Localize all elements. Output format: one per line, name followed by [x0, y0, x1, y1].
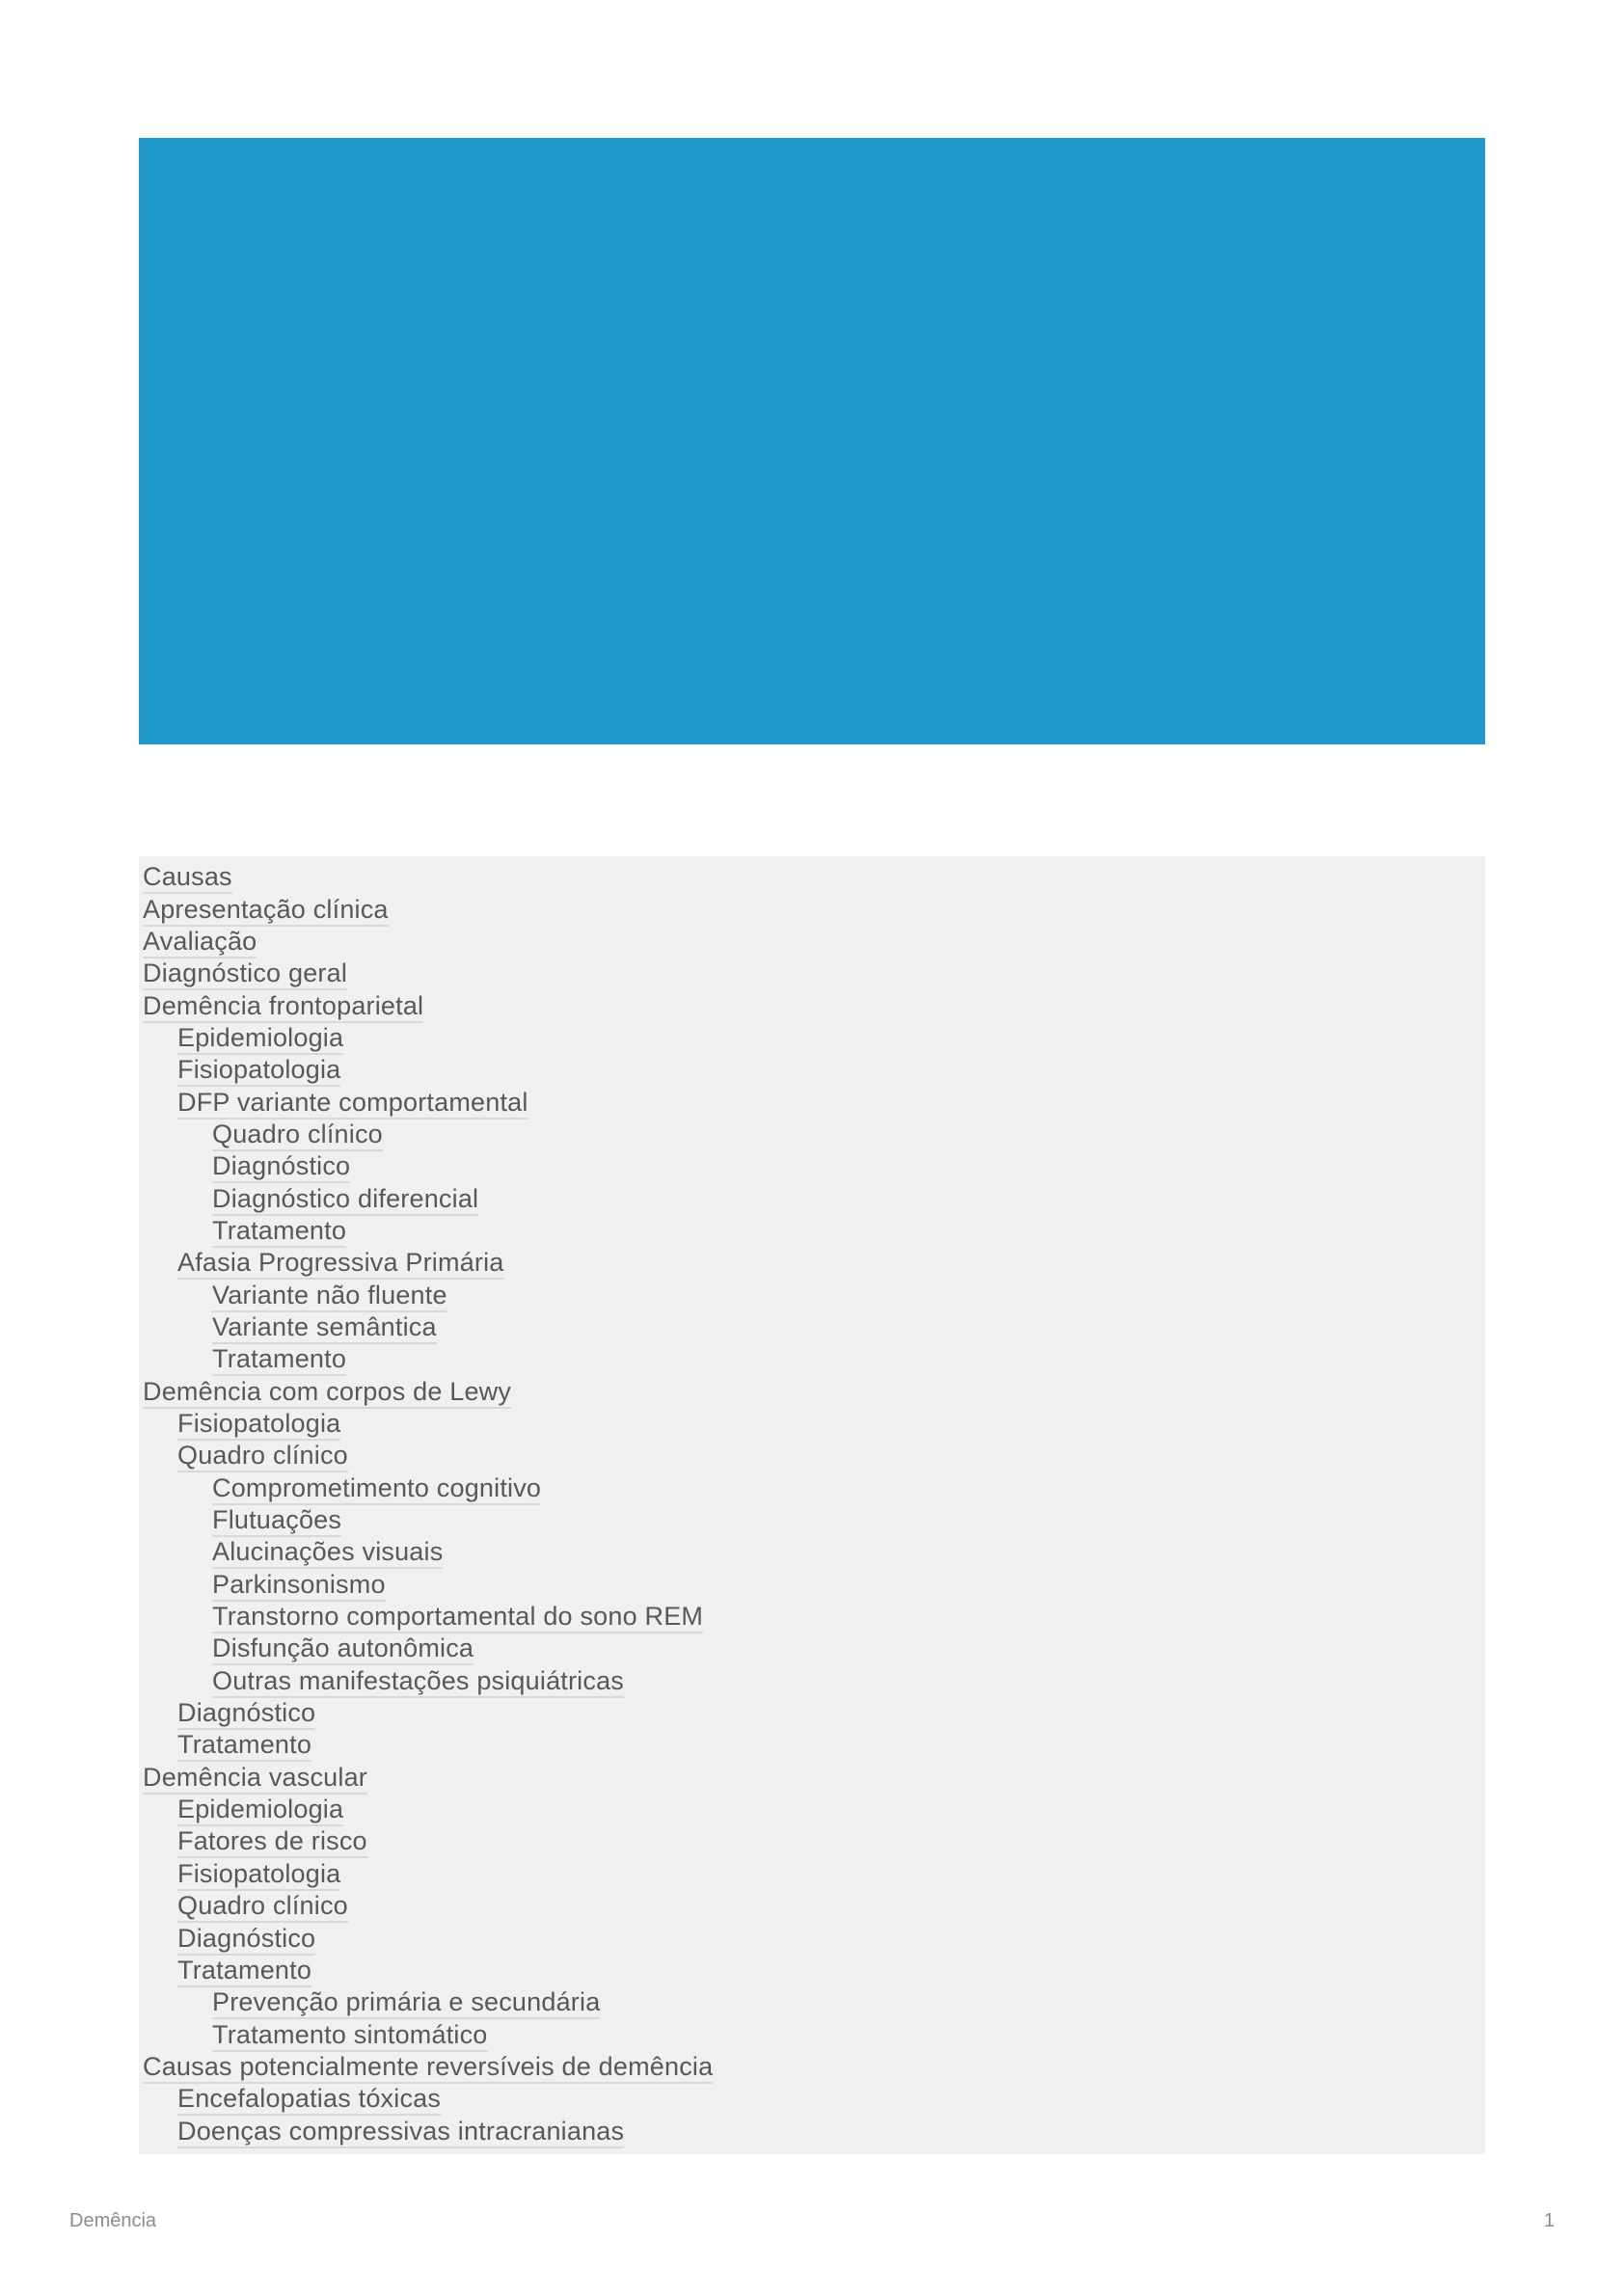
- toc-row: [143, 1152, 1470, 1184]
- toc-row: [143, 1764, 1470, 1796]
- toc-link[interactable]: Variante semântica: [212, 1314, 437, 1344]
- toc-row: [143, 2053, 1470, 2085]
- table-of-contents: [139, 856, 1485, 2154]
- toc-row: [143, 1281, 1470, 1312]
- toc-row: [143, 1442, 1470, 1473]
- toc-link[interactable]: Parkinsonismo: [212, 1572, 386, 1602]
- toc-link[interactable]: Diagnóstico: [177, 1700, 315, 1730]
- toc-link[interactable]: Tratamento: [177, 1732, 311, 1762]
- toc-row: [143, 2020, 1470, 2052]
- toc-row: [143, 1827, 1470, 1859]
- toc-row: [143, 1378, 1470, 1410]
- toc-row: [143, 1957, 1470, 1988]
- toc-row: [143, 1699, 1470, 1731]
- toc-link[interactable]: Alucinações visuais: [212, 1539, 443, 1569]
- toc-row: [143, 1731, 1470, 1763]
- toc-link[interactable]: Fisiopatologia: [177, 1861, 340, 1891]
- toc-row: [143, 1571, 1470, 1603]
- toc-row: [143, 1313, 1470, 1345]
- toc-link[interactable]: Doenças compressivas intracranianas: [177, 2119, 624, 2148]
- toc-link[interactable]: Prevenção primária e secundária: [212, 1989, 600, 2019]
- toc-link[interactable]: Variante não fluente: [212, 1282, 447, 1312]
- toc-row: [143, 928, 1470, 959]
- toc-link[interactable]: Epidemiologia: [177, 1025, 343, 1055]
- page-number: 1: [1543, 2210, 1555, 2231]
- toc-link[interactable]: Diagnóstico: [177, 1926, 315, 1956]
- toc-link[interactable]: DFP variante comportamental: [177, 1090, 528, 1120]
- toc-link[interactable]: Causas potencialmente reversíveis de demência: [143, 2054, 713, 2084]
- toc-link[interactable]: Comprometimento cognitivo: [212, 1475, 541, 1505]
- toc-row: [143, 2085, 1470, 2117]
- toc-link[interactable]: Fisiopatologia: [177, 1411, 340, 1441]
- toc-row: [143, 959, 1470, 991]
- toc-row: [143, 1345, 1470, 1377]
- toc-row: [143, 1796, 1470, 1827]
- toc-link[interactable]: Tratamento: [212, 1346, 346, 1376]
- toc-row: [143, 1056, 1470, 1088]
- toc-link[interactable]: Diagnóstico geral: [143, 960, 347, 990]
- toc-link[interactable]: Outras manifestações psiquiátricas: [212, 1668, 624, 1698]
- toc-link[interactable]: Quadro clínico: [212, 1121, 383, 1151]
- toc-row: [143, 895, 1470, 927]
- toc-link[interactable]: Disfunção autonômica: [212, 1635, 474, 1665]
- toc-row: [143, 1667, 1470, 1699]
- toc-link[interactable]: Avaliação: [143, 929, 257, 958]
- toc-row: [143, 1249, 1470, 1281]
- toc-row: [143, 991, 1470, 1023]
- toc-row: [143, 1924, 1470, 1956]
- toc-link[interactable]: Tratamento sintomático: [212, 2022, 488, 2052]
- toc-row: [143, 863, 1470, 895]
- toc-row: [143, 1024, 1470, 1056]
- toc-row: [143, 1120, 1470, 1152]
- toc-link[interactable]: Demência com corpos de Lewy: [143, 1379, 511, 1409]
- toc-link[interactable]: Epidemiologia: [177, 1796, 343, 1826]
- toc-row: [143, 1538, 1470, 1570]
- toc-row: [143, 1184, 1470, 1216]
- toc-link[interactable]: Demência frontoparietal: [143, 993, 423, 1023]
- toc-row: [143, 1603, 1470, 1634]
- toc-link[interactable]: Tratamento: [212, 1218, 346, 1248]
- toc-link[interactable]: Quadro clínico: [177, 1443, 348, 1472]
- toc-link[interactable]: Tratamento: [177, 1958, 311, 1987]
- toc-link[interactable]: Causas: [143, 864, 232, 894]
- toc-link[interactable]: Demência vascular: [143, 1765, 367, 1795]
- toc-link[interactable]: Encefalopatias tóxicas: [177, 2086, 441, 2116]
- toc-row: [143, 1217, 1470, 1249]
- toc-row: [143, 1088, 1470, 1120]
- toc-link[interactable]: Afasia Progressiva Primária: [177, 1250, 504, 1280]
- toc-row: [143, 2117, 1470, 2148]
- toc-row: [143, 1634, 1470, 1666]
- toc-link[interactable]: Diagnóstico diferencial: [212, 1186, 478, 1216]
- toc-link[interactable]: Transtorno comportamental do sono REM: [212, 1604, 703, 1634]
- toc-row: [143, 1860, 1470, 1892]
- toc-row: [143, 1474, 1470, 1506]
- toc-link[interactable]: Diagnóstico: [212, 1153, 350, 1183]
- toc-row: [143, 1988, 1470, 2020]
- toc-row: [143, 1410, 1470, 1442]
- footer-title: Demência: [69, 2210, 157, 2231]
- toc-link[interactable]: Flutuações: [212, 1507, 341, 1537]
- cover-image: [139, 138, 1485, 744]
- toc-link[interactable]: Fisiopatologia: [177, 1057, 340, 1087]
- toc-row: [143, 1892, 1470, 1924]
- toc-link[interactable]: Apresentação clínica: [143, 897, 389, 927]
- toc-link[interactable]: Quadro clínico: [177, 1893, 348, 1923]
- toc-link[interactable]: Fatores de risco: [177, 1828, 367, 1858]
- page-footer: [69, 2210, 1555, 2231]
- toc-row: [143, 1506, 1470, 1538]
